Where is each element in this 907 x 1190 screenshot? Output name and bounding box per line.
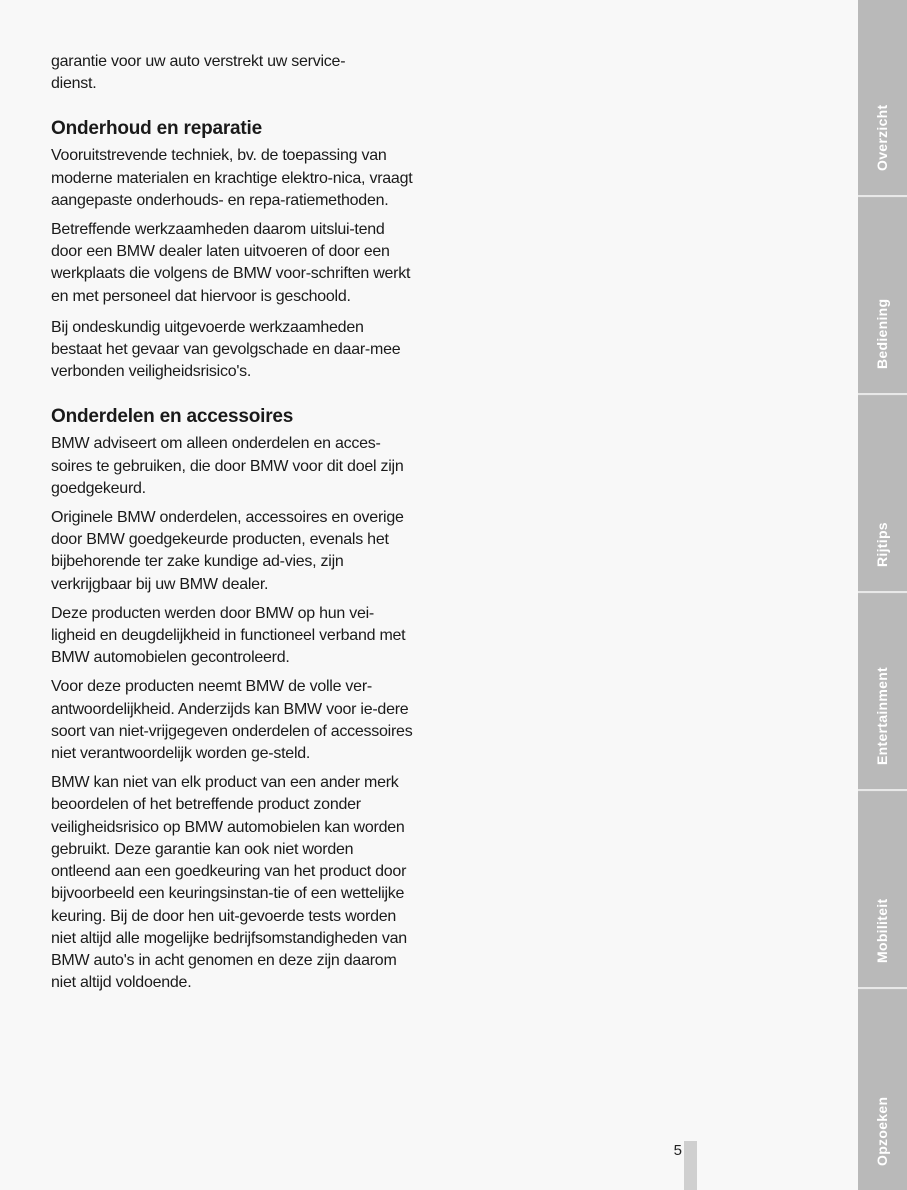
chapter-tab-rijtips[interactable] bbox=[858, 396, 907, 593]
page-content bbox=[51, 51, 416, 1001]
paragraph: Vooruitstrevende techniek, bv. de toepassing van moderne materialen en krachtige elektro-nica, vraagt aangepaste onderhouds- en repa-ratiemethoden. bbox=[51, 147, 413, 209]
paragraph: Bij ondeskundig uitgevoerde werkzaamheden bestaat het gevaar van gevolgschade en daar-mee verbonden veiligheidsrisico's. bbox=[51, 318, 401, 381]
intro-paragraph bbox=[51, 51, 416, 95]
page-number: 5 bbox=[673, 1142, 682, 1159]
paragraph: Betreffende werkzaamheden daarom uitslui-tend door een BMW dealer laten uitvoeren of door een werkplaats die volgens de BMW voor-schriften werkt en met personeel dat hiervoor is geschoold. bbox=[51, 221, 411, 305]
page-number-marker bbox=[684, 1141, 697, 1190]
paragraph: Voor deze producten neemt BMW de volle ver-antwoordelijkheid. Anderzijds kan BMW voor ie-dere soort van niet-vrijgegeven onderdelen of accessoires niet verantwoordelijk worden ge-steld. bbox=[51, 678, 413, 763]
section-heading-onderdelen: Onderdelen en accessoires bbox=[51, 406, 294, 428]
chapter-tab-label: Entertainment bbox=[874, 666, 890, 765]
chapter-tab-mobiliteit[interactable] bbox=[858, 792, 907, 989]
intro-line-2: dienst. bbox=[51, 75, 97, 93]
chapter-tab-label: Rijtips bbox=[874, 522, 890, 567]
section-heading-onderhoud: Onderhoud en reparatie bbox=[51, 118, 262, 140]
paragraph: Originele BMW onderdelen, accessoires en overige door BMW goedgekeurde producten, evenals het bijbehorende ter zake kundige ad-vies, zijn verkrijgbaar bij uw BMW dealer. bbox=[51, 509, 404, 593]
chapter-tab-opzoeken[interactable] bbox=[858, 990, 907, 1190]
intro-line-1: garantie voor uw auto verstrekt uw service- bbox=[51, 53, 346, 70]
paragraph: Deze producten werden door BMW op hun vei-ligheid en deugdelijkheid in functioneel verband met BMW automobielen gecontroleerd. bbox=[51, 604, 406, 667]
chapter-tab-overzicht[interactable] bbox=[858, 0, 907, 197]
chapter-tab-label: Opzoeken bbox=[874, 1096, 890, 1166]
chapter-tab-label: Mobiliteit bbox=[874, 898, 890, 963]
chapter-tab-label: Bediening bbox=[874, 298, 890, 369]
chapter-tab-entertainment[interactable] bbox=[858, 594, 907, 791]
chapter-tab-label: Overzicht bbox=[874, 104, 890, 171]
paragraph: BMW kan niet van elk product van een ander merk beoordelen of het betreffende product zonder veiligheidsrisico op BMW automobielen kan worden gebruikt. Deze garantie kan ook niet worden ontleend aan een goedkeuring van het product door bijvoorbeeld een keuringsinstan-tie of een wettelijke keuring. Bij de door hen uit-gevoerde tests worden niet altijd alle mogelijke bedrijfsomstandigheden van BMW auto's in acht genomen en deze zijn daarom niet altijd voldoende. bbox=[51, 774, 407, 992]
chapter-tab-bediening[interactable] bbox=[858, 198, 907, 395]
paragraph: BMW adviseert om alleen onderdelen en acces-soires te gebruiken, die door BMW voor dit doel zijn goedgekeurd. bbox=[51, 435, 404, 497]
chapter-tab-bar bbox=[858, 0, 907, 1190]
